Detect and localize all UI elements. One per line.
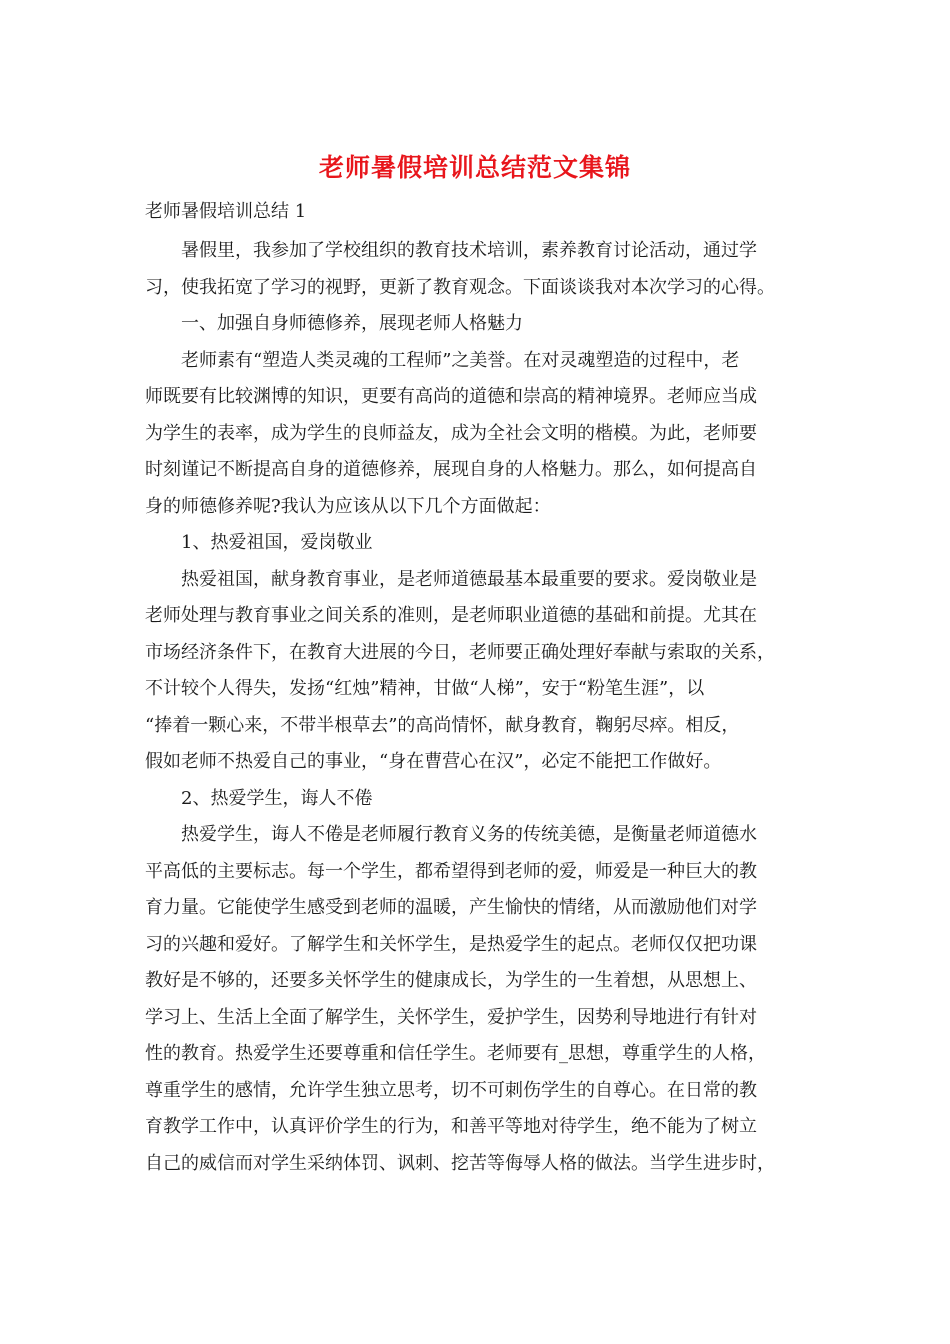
text-line: 性的教育。热爱学生还要尊重和信任学生。老师要有_思想，尊重学生的人格， xyxy=(145,1043,766,1064)
section-heading: 2、热爱学生，诲人不倦 xyxy=(181,787,373,809)
text-line: 平高低的主要标志。每一个学生，都希望得到老师的爱，师爱是一种巨大的教 xyxy=(145,860,757,882)
document-body xyxy=(145,233,815,1182)
text-line: 老师素有“塑造人类灵魂的工程师”之美誉。在对灵魂塑造的过程中，老 xyxy=(181,349,740,371)
text-line: 时刻谨记不断提高自身的道德修养，展现自身的人格魅力。那么，如何提高自 xyxy=(145,459,757,480)
text-line: 育力量。它能使学生感受到老师的温暖，产生愉快的情绪，从而激励他们对学 xyxy=(145,897,757,918)
text-line: 自己的威信而对学生采纳体罚、讽刺、挖苦等侮辱人格的做法。当学生进步时， xyxy=(145,1152,775,1174)
text-line: 师既要有比较渊博的知识，更要有高尚的道德和崇高的精神境界。老师应当成 xyxy=(145,386,757,407)
text-line: 习，使我拓宽了学习的视野，更新了教育观念。下面谈谈我对本次学习的心得。 xyxy=(145,276,775,298)
text-line: 学习上、生活上全面了解学生，关怀学生，爱护学生，因势利导地进行有针对 xyxy=(145,1006,757,1028)
section-heading: 1、热爱祖国，爱岗敬业 xyxy=(181,532,373,553)
text-line: 假如老师不热爱自己的事业，“身在曹营心在汉”，必定不能把工作做好。 xyxy=(145,751,722,772)
document-title: 老师暑假培训总结范文集锦 xyxy=(318,153,631,182)
text-line: 热爱学生，诲人不倦是老师履行教育义务的传统美德，是衡量老师道德水 xyxy=(181,824,757,845)
text-line: 教好是不够的，还要多关怀学生的健康成长，为学生的一生着想，从思想上、 xyxy=(145,970,757,991)
text-line: “捧着一颗心来，不带半根草去”的高尚情怀，献身教育，鞠躬尽瘁。相反， xyxy=(145,714,740,736)
text-line: 为学生的表率，成为学生的良师益友，成为全社会文明的楷模。为此，老师要 xyxy=(145,422,757,444)
section-heading: 老师暑假培训总结 1 xyxy=(145,201,307,222)
text-line: 暑假里，我参加了学校组织的教育技术培训，素养教育讨论活动，通过学 xyxy=(181,240,757,261)
text-line: 身的师德修养呢?我认为应该从以下几个方面做起： xyxy=(145,495,551,517)
text-line: 育教学工作中，认真评价学生的行为，和善平等地对待学生，绝不能为了树立 xyxy=(145,1116,757,1137)
text-line: 老师处理与教育事业之间关系的准则，是老师职业道德的基础和前提。尤其在 xyxy=(145,605,757,626)
section-heading: 一、加强自身师德修养，展现老师人格魅力 xyxy=(181,313,523,334)
text-line: 市场经济条件下，在教育大进展的今日，老师要正确处理好奉献与索取的关系， xyxy=(145,641,775,663)
text-line: 不计较个人得失，发扬“红烛”精神，甘做“人梯”，安于“粉笔生涯”，以 xyxy=(145,678,705,699)
text-line: 尊重学生的感情，允许学生独立思考，切不可刺伤学生的自尊心。在日常的教 xyxy=(145,1079,757,1101)
text-line: 习的兴趣和爱好。了解学生和关怀学生，是热爱学生的起点。老师仅仅把功课 xyxy=(145,933,757,955)
text-line: 热爱祖国，献身教育事业，是老师道德最基本最重要的要求。爱岗敬业是 xyxy=(181,568,757,590)
